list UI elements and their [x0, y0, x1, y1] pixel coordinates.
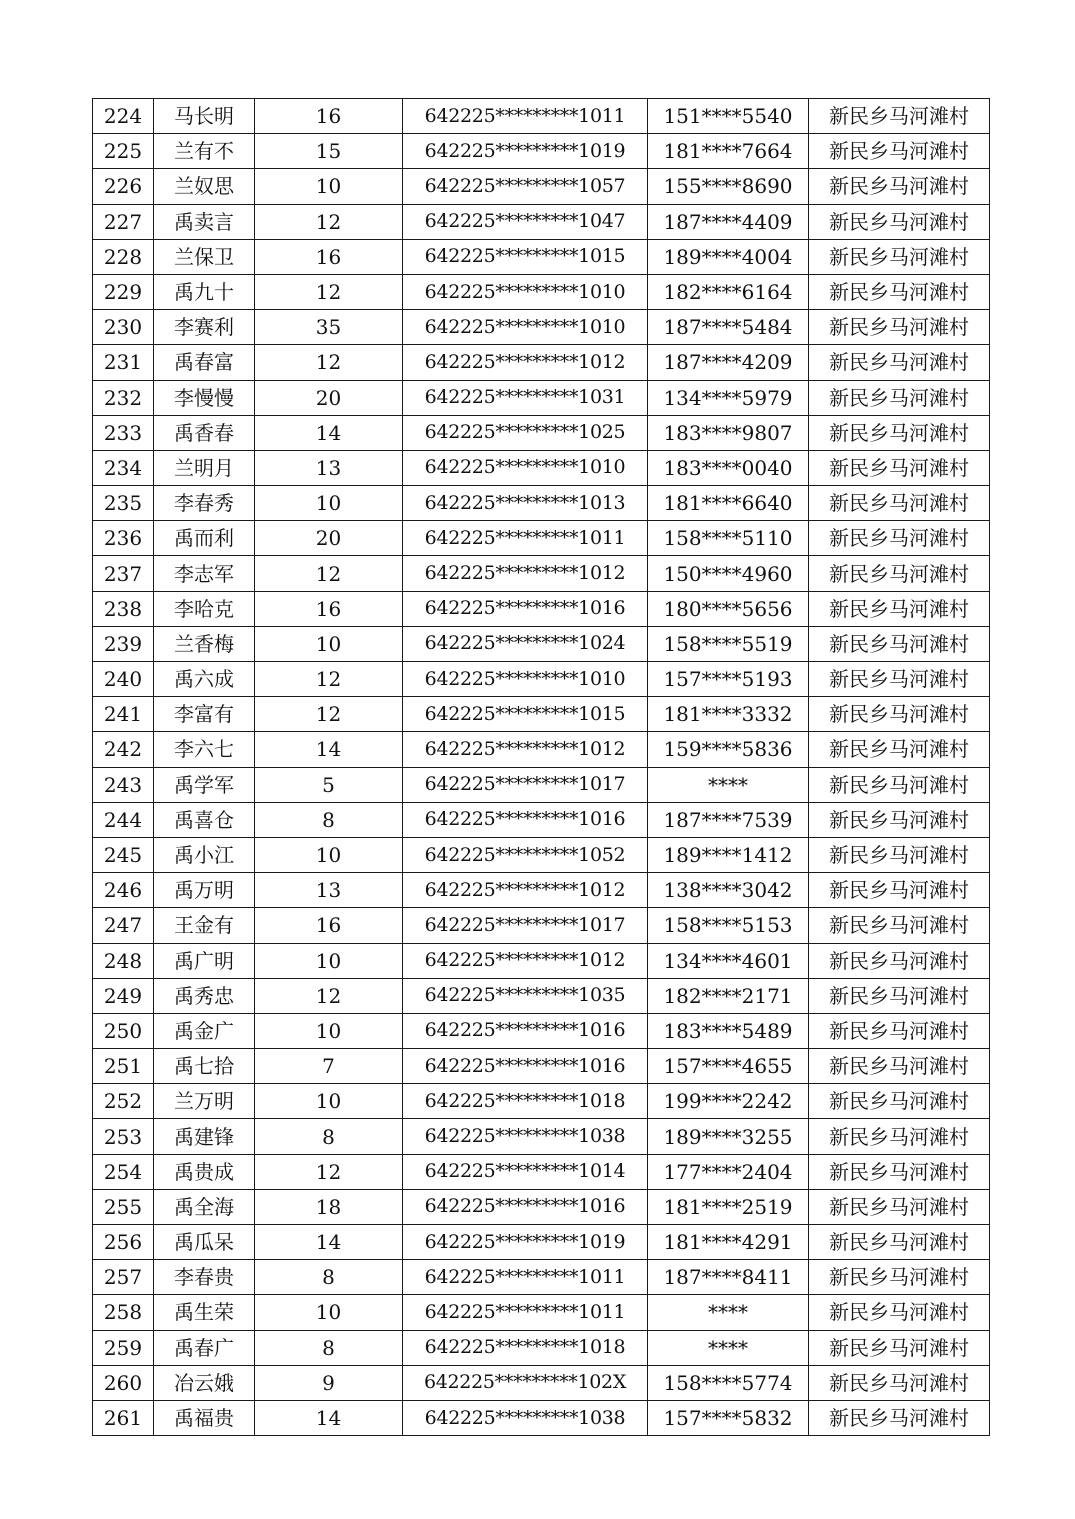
phone-cell: **** [648, 767, 809, 802]
row-number-cell: 258 [93, 1295, 154, 1330]
village-cell: 新民乡马河滩村 [809, 767, 990, 802]
table-row [93, 521, 990, 556]
count-cell: 18 [255, 1189, 403, 1224]
name-cell: 禹学军 [154, 767, 255, 802]
row-number-cell: 259 [93, 1330, 154, 1365]
village-cell: 新民乡马河滩村 [809, 873, 990, 908]
table-row [93, 1049, 990, 1084]
table-row [93, 626, 990, 661]
village-cell: 新民乡马河滩村 [809, 345, 990, 380]
name-cell: 王金有 [154, 908, 255, 943]
count-cell: 13 [255, 873, 403, 908]
count-cell: 9 [255, 1365, 403, 1400]
village-cell: 新民乡马河滩村 [809, 978, 990, 1013]
name-cell: 禹六成 [154, 662, 255, 697]
village-cell: 新民乡马河滩村 [809, 1189, 990, 1224]
row-number-cell: 240 [93, 662, 154, 697]
table-row [93, 1260, 990, 1295]
id-number-cell: 642225*********1017 [403, 767, 648, 802]
phone-cell: 157****5193 [648, 662, 809, 697]
phone-cell: 155****8690 [648, 169, 809, 204]
count-cell: 14 [255, 1400, 403, 1435]
name-cell: 兰保卫 [154, 239, 255, 274]
phone-cell: 177****2404 [648, 1154, 809, 1189]
count-cell: 10 [255, 837, 403, 872]
id-number-cell: 642225*********1047 [403, 204, 648, 239]
count-cell: 10 [255, 1084, 403, 1119]
village-cell: 新民乡马河滩村 [809, 908, 990, 943]
village-cell: 新民乡马河滩村 [809, 134, 990, 169]
phone-cell: 189****3255 [648, 1119, 809, 1154]
count-cell: 5 [255, 767, 403, 802]
table-row [93, 1189, 990, 1224]
row-number-cell: 226 [93, 169, 154, 204]
count-cell: 16 [255, 591, 403, 626]
table-row [93, 380, 990, 415]
table-row [93, 239, 990, 274]
name-cell: 李富有 [154, 697, 255, 732]
phone-cell: 157****4655 [648, 1049, 809, 1084]
village-cell: 新民乡马河滩村 [809, 626, 990, 661]
phone-cell: 183****9807 [648, 415, 809, 450]
village-cell: 新民乡马河滩村 [809, 99, 990, 134]
village-cell: 新民乡马河滩村 [809, 1013, 990, 1048]
count-cell: 16 [255, 239, 403, 274]
row-number-cell: 242 [93, 732, 154, 767]
phone-cell: 187****8411 [648, 1260, 809, 1295]
phone-cell: 150****4960 [648, 556, 809, 591]
village-cell: 新民乡马河滩村 [809, 1400, 990, 1435]
village-cell: 新民乡马河滩村 [809, 380, 990, 415]
row-number-cell: 243 [93, 767, 154, 802]
phone-cell: 158****5519 [648, 626, 809, 661]
row-number-cell: 229 [93, 274, 154, 309]
table-row [93, 732, 990, 767]
row-number-cell: 225 [93, 134, 154, 169]
phone-cell: 187****7539 [648, 802, 809, 837]
name-cell: 禹而利 [154, 521, 255, 556]
phone-cell: 183****5489 [648, 1013, 809, 1048]
count-cell: 14 [255, 732, 403, 767]
name-cell: 冶云娥 [154, 1365, 255, 1400]
village-cell: 新民乡马河滩村 [809, 274, 990, 309]
phone-cell: 158****5153 [648, 908, 809, 943]
table-row [93, 450, 990, 485]
village-cell: 新民乡马河滩村 [809, 802, 990, 837]
count-cell: 13 [255, 450, 403, 485]
id-number-cell: 642225*********1016 [403, 1189, 648, 1224]
village-cell: 新民乡马河滩村 [809, 1119, 990, 1154]
table-row [93, 99, 990, 134]
id-number-cell: 642225*********1024 [403, 626, 648, 661]
table-row [93, 662, 990, 697]
id-number-cell: 642225*********1012 [403, 873, 648, 908]
name-cell: 兰万明 [154, 1084, 255, 1119]
id-number-cell: 642225*********1019 [403, 1225, 648, 1260]
phone-cell: 181****2519 [648, 1189, 809, 1224]
count-cell: 12 [255, 556, 403, 591]
name-cell: 禹建锋 [154, 1119, 255, 1154]
table-row [93, 908, 990, 943]
id-number-cell: 642225*********1016 [403, 802, 648, 837]
table-row [93, 1154, 990, 1189]
name-cell: 李春贵 [154, 1260, 255, 1295]
name-cell: 禹秀忠 [154, 978, 255, 1013]
id-number-cell: 642225*********1012 [403, 732, 648, 767]
table-row [93, 169, 990, 204]
id-number-cell: 642225*********102X [403, 1365, 648, 1400]
id-number-cell: 642225*********1025 [403, 415, 648, 450]
count-cell: 8 [255, 1260, 403, 1295]
phone-cell: 181****4291 [648, 1225, 809, 1260]
village-cell: 新民乡马河滩村 [809, 1084, 990, 1119]
name-cell: 禹万明 [154, 873, 255, 908]
count-cell: 12 [255, 978, 403, 1013]
id-number-cell: 642225*********1057 [403, 169, 648, 204]
table-row [93, 1225, 990, 1260]
row-number-cell: 239 [93, 626, 154, 661]
table-row [93, 1330, 990, 1365]
village-cell: 新民乡马河滩村 [809, 486, 990, 521]
table-row [93, 837, 990, 872]
name-cell: 李志军 [154, 556, 255, 591]
table-row [93, 556, 990, 591]
id-number-cell: 642225*********1016 [403, 591, 648, 626]
count-cell: 12 [255, 662, 403, 697]
phone-cell: 157****5832 [648, 1400, 809, 1435]
table-row [93, 1084, 990, 1119]
phone-cell: 181****7664 [648, 134, 809, 169]
village-cell: 新民乡马河滩村 [809, 732, 990, 767]
row-number-cell: 237 [93, 556, 154, 591]
id-number-cell: 642225*********1019 [403, 134, 648, 169]
village-cell: 新民乡马河滩村 [809, 239, 990, 274]
village-cell: 新民乡马河滩村 [809, 1260, 990, 1295]
row-number-cell: 257 [93, 1260, 154, 1295]
count-cell: 10 [255, 1295, 403, 1330]
count-cell: 8 [255, 802, 403, 837]
village-cell: 新民乡马河滩村 [809, 697, 990, 732]
phone-cell: 158****5774 [648, 1365, 809, 1400]
id-number-cell: 642225*********1012 [403, 943, 648, 978]
village-cell: 新民乡马河滩村 [809, 556, 990, 591]
name-cell: 兰香梅 [154, 626, 255, 661]
count-cell: 15 [255, 134, 403, 169]
id-number-cell: 642225*********1010 [403, 450, 648, 485]
roster-table-body [93, 99, 990, 1436]
id-number-cell: 642225*********1031 [403, 380, 648, 415]
row-number-cell: 245 [93, 837, 154, 872]
count-cell: 20 [255, 380, 403, 415]
count-cell: 10 [255, 626, 403, 661]
name-cell: 禹春富 [154, 345, 255, 380]
id-number-cell: 642225*********1017 [403, 908, 648, 943]
table-row [93, 1013, 990, 1048]
row-number-cell: 260 [93, 1365, 154, 1400]
name-cell: 禹瓜呆 [154, 1225, 255, 1260]
name-cell: 禹全海 [154, 1189, 255, 1224]
table-row [93, 204, 990, 239]
name-cell: 李赛利 [154, 310, 255, 345]
village-cell: 新民乡马河滩村 [809, 1295, 990, 1330]
name-cell: 李春秀 [154, 486, 255, 521]
row-number-cell: 248 [93, 943, 154, 978]
phone-cell: 181****6640 [648, 486, 809, 521]
id-number-cell: 642225*********1011 [403, 99, 648, 134]
id-number-cell: 642225*********1012 [403, 345, 648, 380]
row-number-cell: 232 [93, 380, 154, 415]
row-number-cell: 244 [93, 802, 154, 837]
id-number-cell: 642225*********1038 [403, 1400, 648, 1435]
count-cell: 12 [255, 1154, 403, 1189]
phone-cell: 151****5540 [648, 99, 809, 134]
row-number-cell: 246 [93, 873, 154, 908]
id-number-cell: 642225*********1038 [403, 1119, 648, 1154]
table-row [93, 310, 990, 345]
row-number-cell: 247 [93, 908, 154, 943]
name-cell: 禹七拾 [154, 1049, 255, 1084]
village-cell: 新民乡马河滩村 [809, 1330, 990, 1365]
count-cell: 14 [255, 415, 403, 450]
id-number-cell: 642225*********1018 [403, 1084, 648, 1119]
name-cell: 李六七 [154, 732, 255, 767]
village-cell: 新民乡马河滩村 [809, 310, 990, 345]
row-number-cell: 253 [93, 1119, 154, 1154]
phone-cell: 181****3332 [648, 697, 809, 732]
table-row [93, 1295, 990, 1330]
village-cell: 新民乡马河滩村 [809, 1049, 990, 1084]
id-number-cell: 642225*********1011 [403, 521, 648, 556]
count-cell: 35 [255, 310, 403, 345]
id-number-cell: 642225*********1016 [403, 1013, 648, 1048]
count-cell: 8 [255, 1330, 403, 1365]
phone-cell: 134****5979 [648, 380, 809, 415]
village-cell: 新民乡马河滩村 [809, 943, 990, 978]
phone-cell: 134****4601 [648, 943, 809, 978]
id-number-cell: 642225*********1013 [403, 486, 648, 521]
village-cell: 新民乡马河滩村 [809, 415, 990, 450]
row-number-cell: 252 [93, 1084, 154, 1119]
id-number-cell: 642225*********1015 [403, 697, 648, 732]
row-number-cell: 233 [93, 415, 154, 450]
count-cell: 10 [255, 943, 403, 978]
count-cell: 12 [255, 274, 403, 309]
table-row [93, 134, 990, 169]
phone-cell: 180****5656 [648, 591, 809, 626]
id-number-cell: 642225*********1010 [403, 310, 648, 345]
table-row [93, 1365, 990, 1400]
row-number-cell: 227 [93, 204, 154, 239]
name-cell: 李慢慢 [154, 380, 255, 415]
village-cell: 新民乡马河滩村 [809, 591, 990, 626]
name-cell: 兰有不 [154, 134, 255, 169]
id-number-cell: 642225*********1014 [403, 1154, 648, 1189]
village-cell: 新民乡马河滩村 [809, 1154, 990, 1189]
table-row [93, 1400, 990, 1435]
name-cell: 禹生荣 [154, 1295, 255, 1330]
phone-cell: **** [648, 1330, 809, 1365]
name-cell: 禹卖言 [154, 204, 255, 239]
phone-cell: 159****5836 [648, 732, 809, 767]
table-row [93, 767, 990, 802]
phone-cell: 187****5484 [648, 310, 809, 345]
village-cell: 新民乡马河滩村 [809, 204, 990, 239]
count-cell: 16 [255, 908, 403, 943]
count-cell: 8 [255, 1119, 403, 1154]
phone-cell: 187****4209 [648, 345, 809, 380]
name-cell: 禹福贵 [154, 1400, 255, 1435]
count-cell: 16 [255, 99, 403, 134]
row-number-cell: 251 [93, 1049, 154, 1084]
table-row [93, 345, 990, 380]
row-number-cell: 224 [93, 99, 154, 134]
table-row [93, 415, 990, 450]
table-row [93, 802, 990, 837]
count-cell: 14 [255, 1225, 403, 1260]
village-cell: 新民乡马河滩村 [809, 1225, 990, 1260]
village-cell: 新民乡马河滩村 [809, 521, 990, 556]
row-number-cell: 254 [93, 1154, 154, 1189]
phone-cell: 187****4409 [648, 204, 809, 239]
id-number-cell: 642225*********1010 [403, 662, 648, 697]
phone-cell: 189****4004 [648, 239, 809, 274]
count-cell: 12 [255, 345, 403, 380]
phone-cell: 183****0040 [648, 450, 809, 485]
id-number-cell: 642225*********1010 [403, 274, 648, 309]
id-number-cell: 642225*********1012 [403, 556, 648, 591]
name-cell: 禹贵成 [154, 1154, 255, 1189]
name-cell: 禹喜仓 [154, 802, 255, 837]
row-number-cell: 230 [93, 310, 154, 345]
table-row [93, 697, 990, 732]
id-number-cell: 642225*********1011 [403, 1295, 648, 1330]
village-cell: 新民乡马河滩村 [809, 450, 990, 485]
phone-cell: 199****2242 [648, 1084, 809, 1119]
phone-cell: 182****2171 [648, 978, 809, 1013]
name-cell: 禹香春 [154, 415, 255, 450]
name-cell: 禹广明 [154, 943, 255, 978]
table-row [93, 486, 990, 521]
table-row [93, 943, 990, 978]
phone-cell: **** [648, 1295, 809, 1330]
row-number-cell: 238 [93, 591, 154, 626]
roster-table [92, 98, 990, 1436]
id-number-cell: 642225*********1035 [403, 978, 648, 1013]
row-number-cell: 249 [93, 978, 154, 1013]
phone-cell: 158****5110 [648, 521, 809, 556]
id-number-cell: 642225*********1052 [403, 837, 648, 872]
row-number-cell: 234 [93, 450, 154, 485]
row-number-cell: 235 [93, 486, 154, 521]
name-cell: 禹金广 [154, 1013, 255, 1048]
village-cell: 新民乡马河滩村 [809, 837, 990, 872]
count-cell: 12 [255, 204, 403, 239]
name-cell: 禹九十 [154, 274, 255, 309]
row-number-cell: 250 [93, 1013, 154, 1048]
table-row [93, 873, 990, 908]
count-cell: 12 [255, 697, 403, 732]
name-cell: 兰奴思 [154, 169, 255, 204]
table-row [93, 978, 990, 1013]
name-cell: 禹春广 [154, 1330, 255, 1365]
count-cell: 7 [255, 1049, 403, 1084]
id-number-cell: 642225*********1011 [403, 1260, 648, 1295]
village-cell: 新民乡马河滩村 [809, 1365, 990, 1400]
phone-cell: 189****1412 [648, 837, 809, 872]
row-number-cell: 231 [93, 345, 154, 380]
row-number-cell: 255 [93, 1189, 154, 1224]
id-number-cell: 642225*********1015 [403, 239, 648, 274]
name-cell: 马长明 [154, 99, 255, 134]
name-cell: 禹小江 [154, 837, 255, 872]
row-number-cell: 236 [93, 521, 154, 556]
phone-cell: 182****6164 [648, 274, 809, 309]
id-number-cell: 642225*********1016 [403, 1049, 648, 1084]
village-cell: 新民乡马河滩村 [809, 169, 990, 204]
table-row [93, 591, 990, 626]
row-number-cell: 256 [93, 1225, 154, 1260]
count-cell: 10 [255, 1013, 403, 1048]
count-cell: 10 [255, 169, 403, 204]
id-number-cell: 642225*********1018 [403, 1330, 648, 1365]
count-cell: 20 [255, 521, 403, 556]
table-row [93, 1119, 990, 1154]
row-number-cell: 261 [93, 1400, 154, 1435]
row-number-cell: 228 [93, 239, 154, 274]
table-row [93, 274, 990, 309]
phone-cell: 138****3042 [648, 873, 809, 908]
row-number-cell: 241 [93, 697, 154, 732]
village-cell: 新民乡马河滩村 [809, 662, 990, 697]
name-cell: 李哈克 [154, 591, 255, 626]
name-cell: 兰明月 [154, 450, 255, 485]
count-cell: 10 [255, 486, 403, 521]
